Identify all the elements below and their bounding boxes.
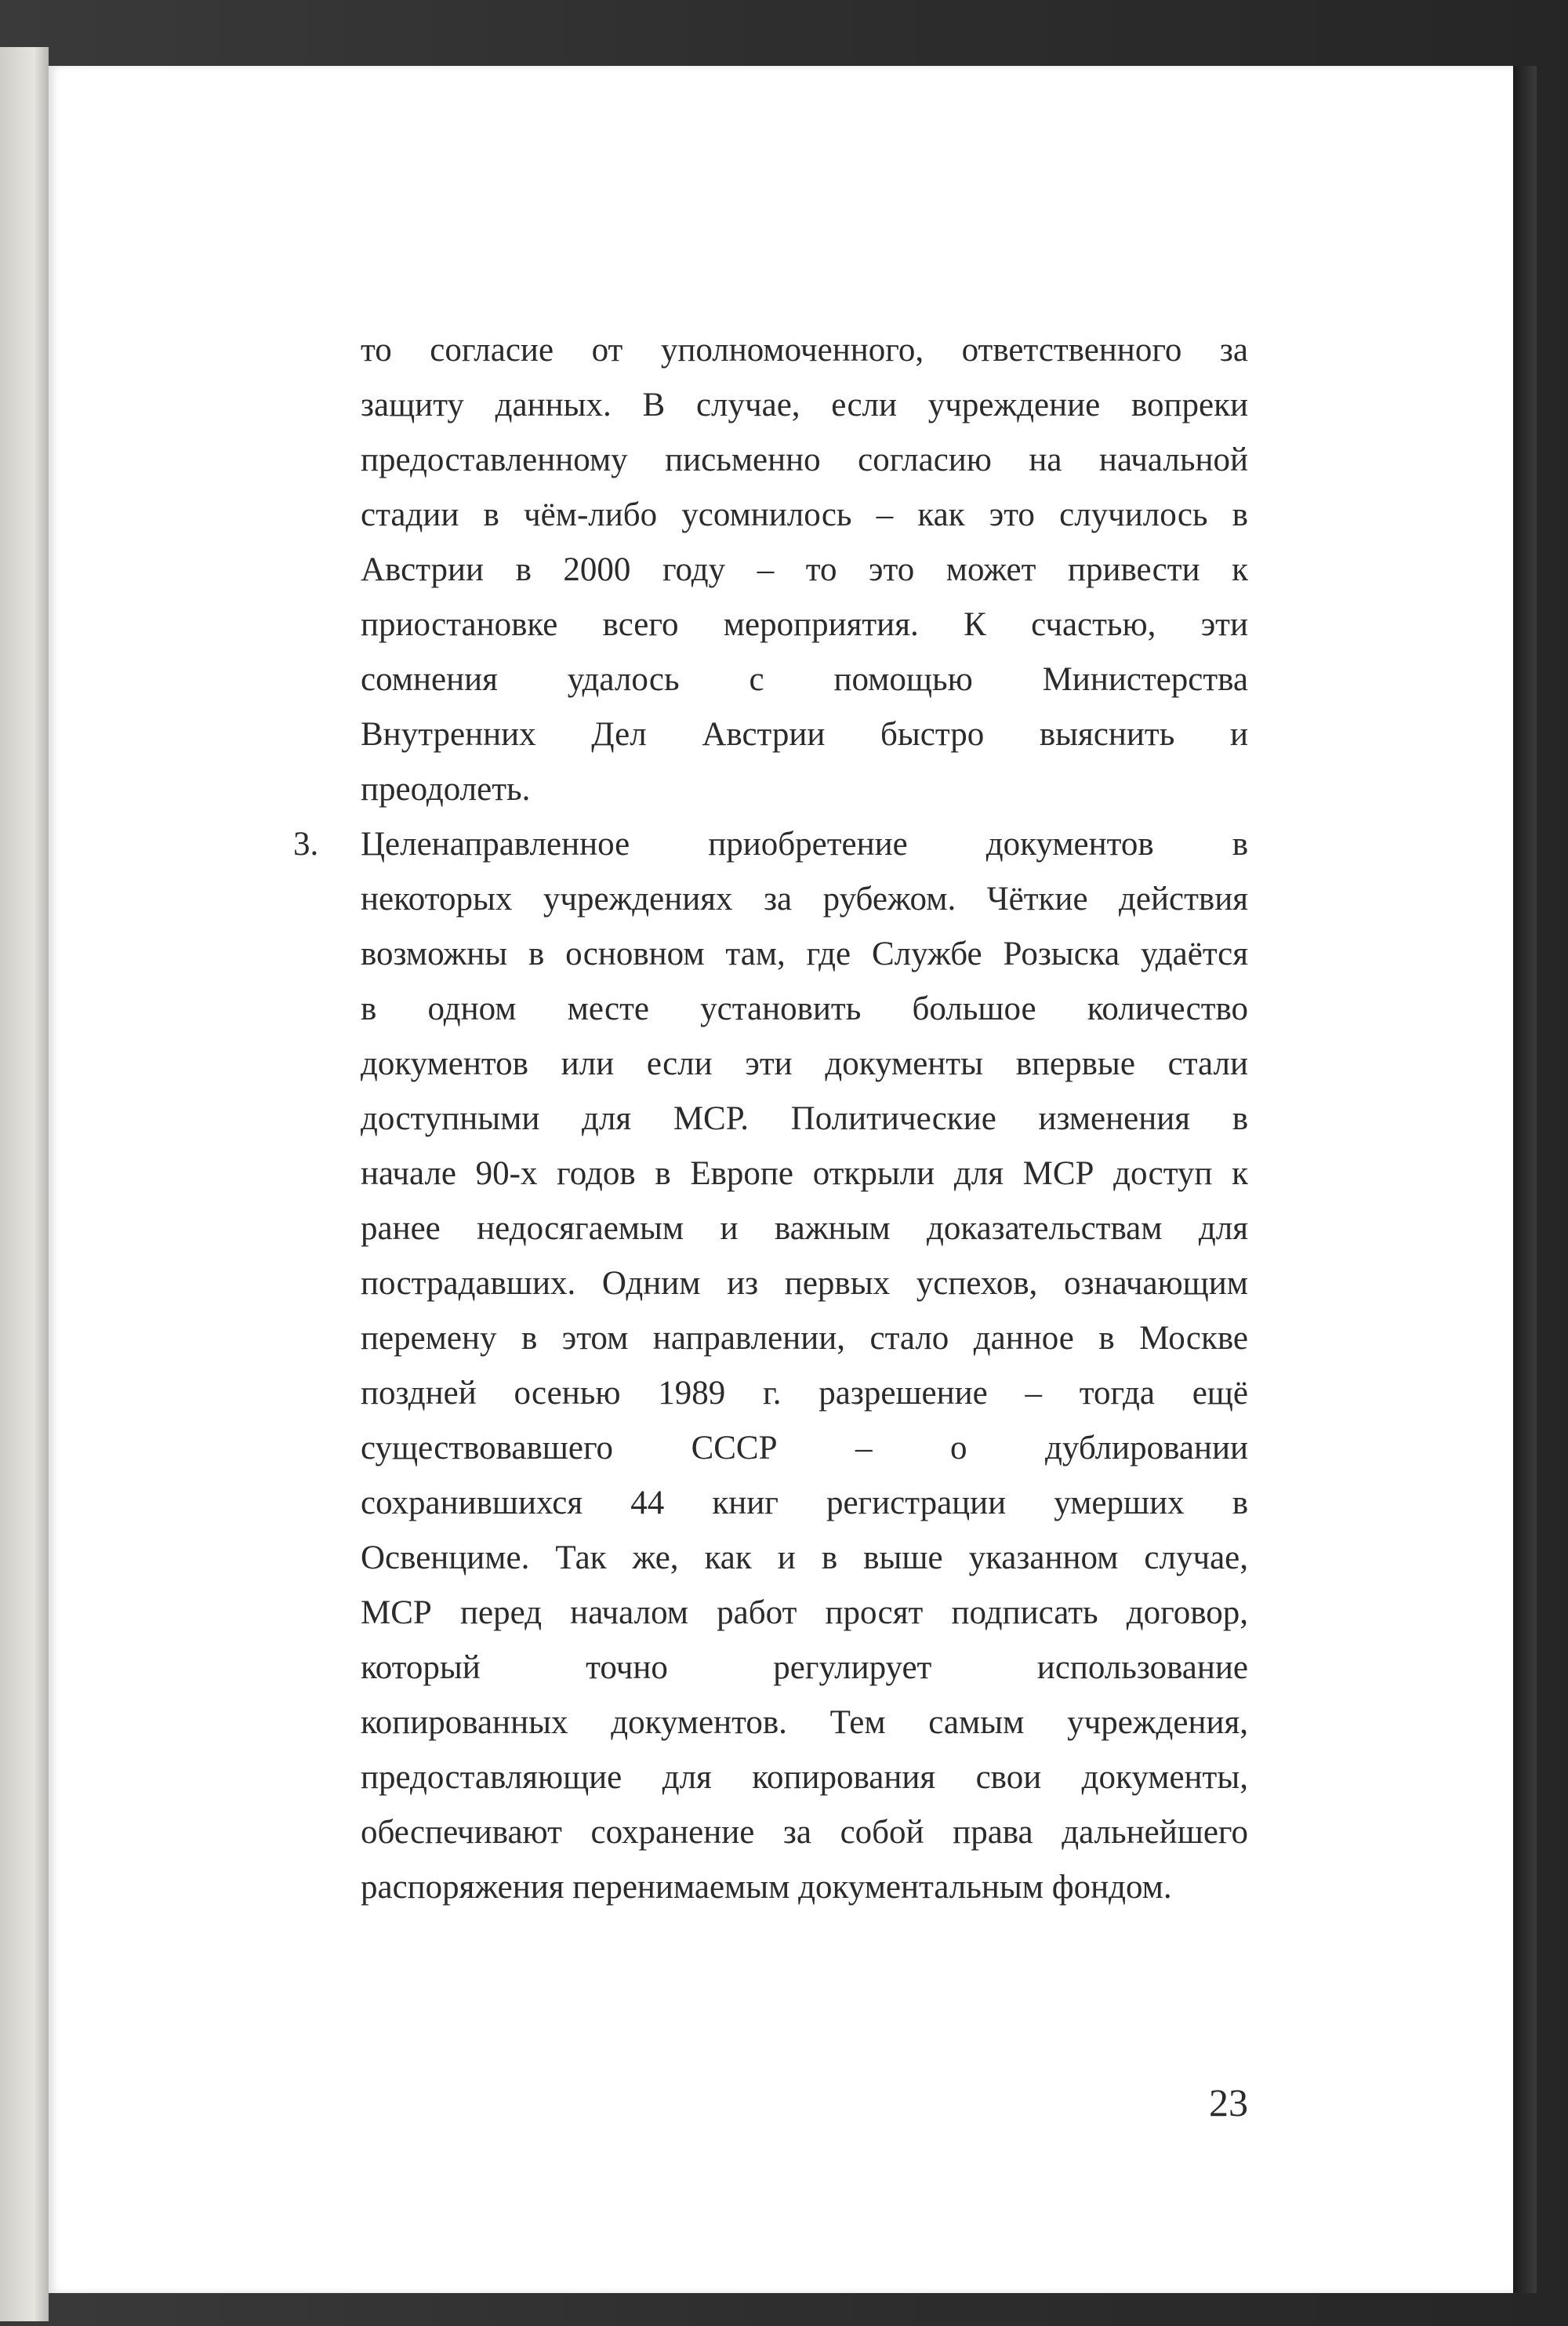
page-number: 23 [1209,2081,1248,2124]
text-line: существовавшего СССР – о дублировании [361,1430,1248,1466]
text-line: перемену в этом направлении, стало данное в Москве [361,1320,1248,1357]
text-line: доступными для МСР. Политические изменения в [361,1100,1248,1137]
text-line: поздней осенью 1989 г. разрешение – тогда ещё [361,1375,1248,1412]
text-line: ранее недосягаемым и важным доказательствам для [361,1210,1248,1247]
text-line: стадии в чём-либо усомнилось – как это случилось в [361,496,1248,533]
paragraph-continuation [361,323,1248,817]
text-line: который точно регулирует использование [361,1649,1248,1686]
text-line: сомнения удалось с помощью Министерства [361,661,1248,698]
text-line: начале 90-х годов в Европе открыли для МСР доступ к [361,1155,1248,1192]
text-line: МСР перед началом работ просят подписать договор, [361,1594,1248,1631]
list-item-3-text [361,817,1248,1915]
text-line: возможны в основном там, где Службе Розыска удаётся [361,936,1248,972]
text-line: предоставленному письменно согласию на начальной [361,442,1248,478]
text-line: Внутренних Дел Австрии быстро выяснить и [361,716,1248,753]
text-line: копированных документов. Тем самым учреждения, [361,1704,1248,1741]
previous-page-edge [0,47,49,2321]
text-line: то согласие от уполномоченного, ответственного за [361,332,1248,369]
text-line: пострадавших. Одним из первых успехов, означающим [361,1265,1248,1302]
text-line: сохранившихся 44 книг регистрации умерших в [361,1485,1248,1521]
text-line: преодолеть. [361,771,531,808]
text-line: предоставляющие для копирования свои документы, [361,1759,1248,1796]
page-binding-shadow [1513,66,1537,2293]
list-item-number: 3. [293,826,319,863]
text-line: Освенциме. Так же, как и в выше указанном случае, [361,1539,1248,1576]
text-line: распоряжения перенимаемым документальным фондом. [361,1869,1172,1906]
text-line: обеспечивают сохранение за собой права дальнейшего [361,1814,1248,1851]
text-line: Целенаправленное приобретение документов в [361,826,1248,863]
text-line: некоторых учреждениях за рубежом. Чёткие действия [361,881,1248,918]
text-line: в одном месте установить большое количество [361,990,1248,1027]
text-line: Австрии в 2000 году – то это может привести к [361,551,1248,588]
text-line: защиту данных. В случае, если учреждение вопреки [361,387,1248,423]
text-line: документов или если эти документы впервые стали [361,1045,1248,1082]
text-line: приостановке всего мероприятия. К счастью, эти [361,606,1248,643]
